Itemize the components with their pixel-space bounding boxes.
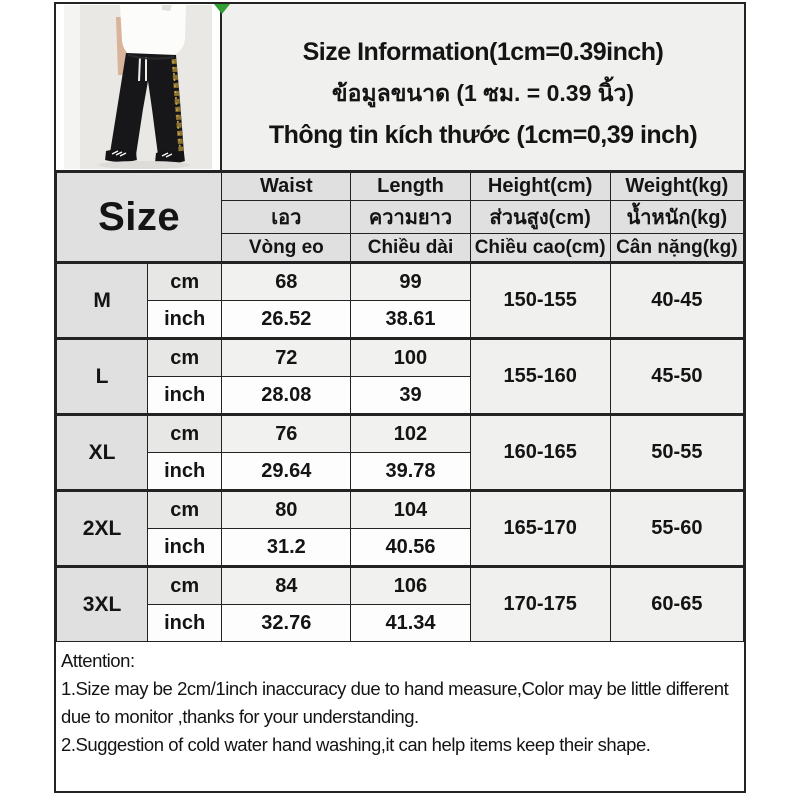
table-row [57,339,744,377]
length-cm-value: 104 [351,491,470,529]
col-length-en: Length [351,173,470,201]
unit-inch-label: inch [148,529,222,567]
unit-cm-label: cm [148,491,222,529]
title-vietnamese: Thông tin kích thước (1cm=0,39 inch) [268,121,698,149]
col-weight-vi: Cân nặng(kg) [610,234,743,263]
waist-cm-value: 84 [222,567,351,605]
table-row [57,263,744,301]
waist-inch-value: 28.08 [222,377,351,415]
attention-heading: Attention: [61,650,135,671]
height-range-value: 170-175 [470,567,610,642]
title-thai: ข้อมูลขนาด (1 ซม. = 0.39 นิ้ว) [331,80,635,106]
weight-range-value: 60-65 [610,567,743,642]
waist-cm-value: 72 [222,339,351,377]
size-table [56,172,744,642]
unit-cm-label: cm [148,567,222,605]
table-row [57,491,744,529]
unit-inch-label: inch [148,453,222,491]
col-waist-vi: Vòng eo [222,234,351,263]
col-height-vi: Chiều cao(cm) [470,234,610,263]
waist-inch-value: 26.52 [222,301,351,339]
waist-inch-value: 32.76 [222,605,351,642]
length-inch-value: 39 [351,377,470,415]
weight-range-value: 50-55 [610,415,743,491]
col-height-th: ส่วนสูง(cm) [470,201,610,234]
unit-inch-label: inch [148,301,222,339]
unit-inch-label: inch [148,605,222,642]
header-row-en [57,173,744,201]
header-section [56,4,744,172]
product-photo [64,5,212,169]
waist-inch-value: 31.2 [222,529,351,567]
model-pants-illustration [64,5,212,169]
waist-inch-value: 29.64 [222,453,351,491]
size-chart-panel [54,2,746,793]
col-waist-th: เอว [222,201,351,234]
size-cell-m: M [57,263,148,339]
col-waist-en: Waist [222,173,351,201]
size-cell-l: L [57,339,148,415]
length-inch-value: 40.56 [351,529,470,567]
size-cell-3xl: 3XL [57,567,148,642]
title-block [222,4,744,170]
unit-cm-label: cm [148,415,222,453]
height-range-value: 165-170 [470,491,610,567]
weight-range-value: 40-45 [610,263,743,339]
length-inch-value: 41.34 [351,605,470,642]
attention-line: 2.Suggestion of cold water hand washing,it can help items keep their shape. [61,734,651,755]
green-corner-marker-icon [214,4,230,14]
table-row [57,567,744,605]
col-length-th: ความยาว [351,201,470,234]
unit-cm-label: cm [148,263,222,301]
height-range-value: 150-155 [470,263,610,339]
col-length-vi: Chiều dài [351,234,470,263]
col-weight-en: Weight(kg) [610,173,743,201]
height-range-value: 160-165 [470,415,610,491]
table-row [57,415,744,453]
waist-cm-value: 76 [222,415,351,453]
col-weight-th: น้ำหนัก(kg) [610,201,743,234]
weight-range-value: 55-60 [610,491,743,567]
height-range-value: 155-160 [470,339,610,415]
length-inch-value: 38.61 [351,301,470,339]
size-cell-2xl: 2XL [57,491,148,567]
length-cm-value: 100 [351,339,470,377]
weight-range-value: 45-50 [610,339,743,415]
waist-cm-value: 68 [222,263,351,301]
attention-line: due to monitor ,thanks for your understanding. [61,706,419,727]
size-header-cell: Size [57,173,222,263]
unit-cm-label: cm [148,339,222,377]
col-height-en: Height(cm) [470,173,610,201]
product-photo-cell [56,4,222,170]
attention-line: 1.Size may be 2cm/1inch inaccuracy due to hand measure,Color may be little different [61,678,729,699]
length-cm-value: 106 [351,567,470,605]
title-english: Size Information(1cm=0.39inch) [302,38,664,66]
waist-cm-value: 80 [222,491,351,529]
length-cm-value: 102 [351,415,470,453]
unit-inch-label: inch [148,377,222,415]
attention-notes [56,642,744,759]
length-cm-value: 99 [351,263,470,301]
size-cell-xl: XL [57,415,148,491]
length-inch-value: 39.78 [351,453,470,491]
